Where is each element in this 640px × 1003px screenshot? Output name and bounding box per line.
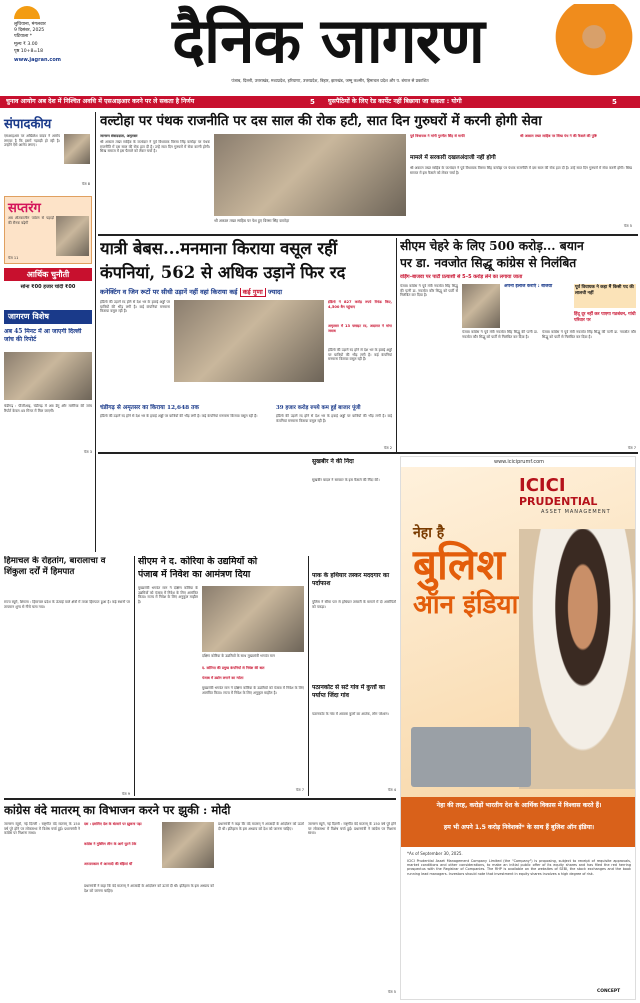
saptrang-text: अब शीतकालीन पर्यटन से पहाड़ों की रौनक बढ़ेगी — [8, 216, 54, 225]
editorial-label: संपादकीय — [4, 117, 52, 132]
modi-body: जागरण ब्यूरो, नई दिल्ली : राष्ट्रगीत वंदे मातरम् के 150 वर्ष पूरे होने पर लोकसभा में विशेष चर्चा हुई। प्रधानमंत्री ने कांग्रेस पर निशाना साधा। — [4, 822, 80, 836]
sidhu-body-3: पंजाब कांग्रेस ने पूर्व मंत्री नवजोत सिंह सिद्धू की पत्नी डा. नवजोत कौर सिद्धू को पार्टी से निलंबित कर दिया है। — [542, 330, 636, 339]
lead-photo — [214, 134, 406, 216]
lead-side-head[interactable]: मामले में सरकारी दखलअंदाजी नहीं होगी — [410, 155, 496, 161]
newspaper-title: दैनिक जागरण — [172, 4, 484, 77]
lead-bullet-2: श्री अकाल तख्त साहिब पर सिख पंथ ने की फैसले की पुष्टि — [520, 134, 597, 138]
ad-tag-big-2: ऑन इंडिया — [413, 590, 519, 620]
challenge-label: आर्थिक चुनौती — [4, 268, 92, 281]
saptrang-label: सप्तरंग — [8, 201, 41, 216]
bus-subhead-box: कई गुणा — [240, 288, 266, 297]
ad-brand-sub: ASSET MANAGEMENT — [541, 509, 611, 515]
ticker-right[interactable]: घुसपैठियों के लिए रेड कार्पेट नहीं बिछाया जा सकता : योगी — [328, 98, 462, 105]
brief-page[interactable]: पेज 4 — [387, 788, 396, 792]
vishesh-title[interactable]: अब 45 मिनट में आ जाएगी दिल्ली जांच की रिपोर्ट — [4, 328, 82, 343]
bus-subhead — [100, 288, 392, 297]
left-column — [4, 112, 92, 552]
bus-body: इंडिगो की उड़ानें रद होने से देश भर के हवाई अड्डों पर यात्रियों की भीड़ लगी है। कई कंपनियां मनमाना किराया वसूल रही हैं। — [100, 300, 170, 314]
editorial-page[interactable]: पेज 8 — [81, 182, 90, 186]
himachal-headline[interactable]: हिमाचल के रोहतांग, बारालाचा व शिंकुला दर्रों में हिमपात — [4, 556, 106, 577]
icici-ad[interactable] — [400, 456, 636, 1000]
ad-body-2: हम भी अपने 1.5 करोड़ निवेशकों* के साथ हैं बुलिश ऑन इंडिया। — [443, 824, 595, 831]
ad-model-photo — [519, 529, 635, 789]
bus-divider — [396, 238, 397, 452]
modi-page[interactable]: पेज 5 — [387, 990, 396, 994]
sidhu-headline-1[interactable]: सीएम चेहरे के लिए 500 करोड़... बयान — [400, 239, 584, 253]
korea-bullet-1: द. कोरिया की प्रमुख कंपनियों से निवेश की बात — [202, 666, 265, 670]
brief-1-text: सुखबीर बादल ने सरकार के इस फैसले की निंदा की। — [312, 478, 380, 482]
ad-brand-bottom: PRUDENTIAL — [519, 495, 598, 508]
bus-body-2: इंडिगो की उड़ानें रद होने से देश भर के हवाई अड्डों पर यात्रियों की भीड़ लगी है। कई कंपनियां मनमाना किराया वसूल रही हैं। — [328, 348, 392, 362]
vishesh-page[interactable]: पेज 3 — [83, 450, 92, 454]
korea-body-2: मुख्यमंत्री भगवंत मान ने दक्षिण कोरिया के उद्यमियों को पंजाब में निवेश के लिए आमंत्रित किया। राज्य में निवेश के लिए अनुकूल माहौल है। — [202, 686, 304, 695]
ticker-left-page: 5 — [310, 98, 315, 106]
ad-laptop — [411, 727, 531, 787]
korea-divider — [308, 556, 309, 796]
vishesh-label: जागरण विशेष — [4, 310, 92, 324]
lead-page[interactable]: पेज 5 — [623, 224, 632, 228]
left-column-divider — [95, 112, 96, 552]
edition-date: लुधियाना, मंगलवार 9 दिसंबर, 2025 पटियाला * — [14, 22, 46, 39]
bus-photo — [174, 300, 324, 382]
bus-subhead-prefix: कनेक्टिंग व जिन रूटों पर सीधी उड़ानें नहीं वहां किराया कई — [100, 288, 238, 296]
mid-rule — [98, 452, 638, 454]
korea-page[interactable]: पेज 7 — [295, 788, 304, 792]
masthead — [0, 0, 640, 98]
brief-3-title[interactable]: पठानकोट से सटे गांव में कुत्तों का पर्याप्त जिंदा गांव — [312, 684, 385, 699]
vishesh-photo — [4, 352, 92, 400]
korea-body: मुख्यमंत्री भगवंत मान ने दक्षिण कोरिया के उद्यमियों को पंजाब में निवेश के लिए आमंत्रित किया। राज्य में निवेश के लिए अनुकूल माहौल है। — [138, 586, 198, 604]
korea-bullet-2: पंजाब में उद्योग लगाने का न्योता — [202, 676, 244, 680]
himachal-divider — [134, 556, 135, 796]
bus-table-text: इंडिगो की उड़ानें रद होने से देश भर के हवाई अड्डों पर यात्रियों की भीड़ लगी है। कई कंपनियां मनमाना किराया वसूल रही हैं। — [100, 414, 258, 418]
brief-2-title[interactable]: पाक के हथियार तस्कर मददगार का पर्दाफाश — [312, 572, 390, 587]
bus-table-text-2: इंडिगो की उड़ानें रद होने से देश भर के हवाई अड्डों पर यात्रियों की भीड़ लगी है। कई कंपनियां मनमाना किराया वसूल रही हैं। — [276, 414, 392, 423]
bus-headline-2[interactable]: कंपनियां, 562 से अधिक उड़ानें फिर रद — [100, 263, 346, 282]
ad-footnote: *As of September 30, 2025. — [407, 851, 463, 856]
korea-headline-1[interactable]: सीएम ने द. कोरिया के उद्यमियों को — [138, 556, 258, 567]
modi-body-2: प्रधानमंत्री ने कहा कि वंदे मातरम् ने आजादी के आंदोलन को ऊर्जा दी थी। इतिहास के इस अध्याय को देश को जानना चाहिए। — [84, 884, 214, 893]
sidhu-headline-2[interactable]: पर डा. नवजोत सिद्धू कांग्रेस से निलंबित — [400, 256, 577, 270]
ad-url[interactable]: www.iciciprumf.com — [494, 459, 544, 465]
brief-3-text: पठानकोट के गांव में आवारा कुत्तों का आतंक, लोग परेशान। — [312, 712, 389, 716]
vishesh-text: चंडीगढ़ : पीजीआइ, चंडीगढ़ में अब डेंगू और मलेरिया की जांच रिपोर्ट केवल 45 मिनट में मिल जाएगी। — [4, 404, 92, 413]
editorial-text: एसआइआर पर अखिलेश यादव ने आरोप लगाया है कि इसमें गड़बड़ी हो रही है। उन्होंने ऐसे आरोप लगाए। — [4, 134, 60, 148]
lead-photo-caption: श्री अकाल तख्त साहिब पर पेश हुए विरसा सिंह वल्टोहा — [214, 218, 290, 223]
bottom-rule — [4, 798, 396, 800]
jagran-sun-logo — [14, 6, 40, 19]
editorial-portrait — [64, 134, 90, 164]
modi-photo — [162, 822, 214, 868]
sidhu-box-2: अपना इलाज कराएं : बाजवा — [504, 284, 553, 289]
bus-subhead-suffix: ज्यादा — [268, 288, 283, 296]
bus-table-head-2: 39 हजार करोड़ रुपये कम हुई बाजार पूंजी — [276, 405, 361, 411]
ad-tag-small: नेहा है — [413, 525, 445, 541]
korea-headline-2[interactable]: पंजाब में निवेश का आमंत्रण दिया — [138, 569, 251, 580]
lead-rule — [98, 234, 638, 236]
modi-bullet-2: कांग्रेस ने मुस्लिम लीग के आगे घुटने टेके — [84, 842, 137, 846]
saptrang-page[interactable]: पेज 11 — [8, 256, 19, 260]
page-count: पृष्ठ 10+8=18 — [14, 49, 44, 54]
modi-bullet-1: दस : इसलिए देश के बंटवारे पर झुकना पड़ा — [84, 822, 142, 826]
brief-1-title[interactable]: सुखबीर ने की निंदा — [312, 458, 354, 465]
ad-tag-big-1: बुलिश — [413, 540, 505, 589]
modi-bullet-3: आपातकाल में आजादी की बेड़ियां थीं — [84, 862, 133, 866]
korea-photo-caption: दक्षिण कोरिया के उद्यमियों के साथ मुख्यमंत्री भगवंत मान — [202, 654, 275, 658]
bus-headline-1[interactable]: यात्री बेबस...मनमाना किराया वसूल रहीं — [100, 239, 338, 258]
himachal-body: राज्य ब्यूरो, शिमला : हिमाचल प्रदेश के ऊंचाई वाले क्षेत्रों में ताजा हिमपात हुआ है। कई स्थानों पर तापमान शून्य से नीचे चला गया। — [4, 600, 130, 609]
modi-body-4: जागरण ब्यूरो, नई दिल्ली : राष्ट्रगीत वंदे मातरम् के 150 वर्ष पूरे होने पर लोकसभा में विशेष चर्चा हुई। प्रधानमंत्री ने कांग्रेस पर निशाना साधा। — [308, 822, 396, 836]
ad-body-1: नेहा की तरह, करोड़ों भारतीय देश के आर्थिक विकास में विश्वास करते हैं। — [436, 802, 602, 809]
ticker-left[interactable]: चुनाव आयोग अब देश में निश्चित अवधि में एसआइआर करने पर ले सकता है निर्णय — [6, 98, 195, 105]
lead-headline[interactable]: वल्टोहा पर पंथक राजनीति पर दस साल की रोक हटी, सात दिन गुरुघरों में करनी होगी सेवा — [100, 113, 542, 129]
korea-photo — [202, 586, 304, 652]
editions-line: पंजाब, दिल्ली, उत्तराखंड, मध्यप्रदेश, हरियाणा, उत्तरप्रदेश, बिहार, झारखंड, जम्मू कश्मीर, हिमाचल प्रदेश और प. बंगाल से प्रकाशित — [231, 78, 429, 83]
brief-2-text: पुलिस ने सीमा पार से हथियार तस्करी के मामले में दो आरोपितों को पकड़ा। — [312, 600, 396, 609]
lead-body: श्री अकाल तख्त साहिब के जत्थेदार ने पूर्व विधायक विरसा सिंह वल्टोहा पर पंथक राजनीति में दस साल की रोक हटा दी है। उन्हें सात दिन गुरुघरों में सेवा करनी होगी। सिख समाज में इस फैसले को लेकर चर्चा है। — [100, 140, 210, 154]
sidhu-box-1: पूर्व विधायक ने कहा मैं किसी पद की लालची नहीं — [574, 284, 636, 308]
lead-dateline: जागरण संवाददाता, अमृतसर — [100, 134, 138, 138]
bus-page[interactable]: पेज 2 — [383, 446, 392, 450]
lead-bullet-1: पूर्व विधायक ने मांगी गुरमीत सिंह से माफी — [410, 134, 465, 138]
modi-body-3: प्रधानमंत्री ने कहा कि वंदे मातरम् ने आजादी के आंदोलन को ऊर्जा दी थी। इतिहास के इस अध्याय को देश को जानना चाहिए। — [218, 822, 304, 831]
ad-brand-top: ICICI — [519, 475, 566, 496]
sidhu-body: पंजाब कांग्रेस ने पूर्व मंत्री नवजोत सिंह सिद्धू की पत्नी डा. नवजोत कौर सिद्धू को पार्टी से निलंबित कर दिया है। — [400, 284, 458, 298]
ad-concept: CONCEPT — [597, 989, 621, 994]
himachal-page[interactable]: पेज 9 — [121, 792, 130, 796]
lead-side-text: श्री अकाल तख्त साहिब के जत्थेदार ने पूर्व विधायक विरसा सिंह वल्टोहा पर पंथक राजनीति में दस साल की रोक हटा दी है। उन्हें सात दिन गुरुघरों में सेवा करनी होगी। सिख समाज में इस फैसले को लेकर चर्चा है। — [410, 166, 632, 175]
bus-bullet-2: अमृतसर में 13 फ्लाइट रद, अदालत ने मांगा जवाब — [328, 324, 392, 333]
price: मूल्य ₹ 3.00 — [14, 42, 38, 47]
saptrang-photo — [56, 216, 89, 256]
bus-bullet-1: इंडिगो ने 827 करोड़ रुपये रिफंड किए, 4,500 बैग पहुंचाए — [328, 300, 392, 309]
bus-table-head: चंडीगढ़ से अमृतसर का किराया 12,648 तक — [100, 405, 199, 411]
sidhu-page[interactable]: पेज 7 — [627, 446, 636, 450]
sidhu-photo — [462, 284, 500, 328]
ad-disclaimer: ICICI Prudential Asset Management Company Limited (the "Company") is proposing, subject to receipt of requisite approvals, market conditions and other considerations, to make an initial public offer of its equity shares and has filed the red herring prospectus with the Registrar of Companies. The RHP is available on the websites of SEBI, the stock exchanges and the book running lead managers. Investors should note that investment in equity shares involves a high degree of risk. — [407, 859, 631, 876]
website[interactable]: www.jagran.com — [14, 57, 62, 63]
sidhu-subhead: वड़िंग–बाजवा पर पार्टी प्रत्याशी से 5–5 करोड़ लेने का लगाया जाता — [400, 274, 523, 280]
masthead-portrait — [554, 4, 634, 86]
modi-headline[interactable]: कांग्रेस वंदे मातरम् का विभाजन करने पर झुकी : मोदी — [4, 803, 231, 817]
sidhu-body-2: पंजाब कांग्रेस ने पूर्व मंत्री नवजोत सिंह सिद्धू की पत्नी डा. नवजोत कौर सिद्धू को पार्टी से निलंबित कर दिया है। — [462, 330, 538, 339]
challenge-text: सोना ₹00 हजार चांदी ₹00 — [20, 284, 76, 290]
ticker-right-page: 5 — [612, 98, 617, 106]
sidhu-box-3: हिंदू दूर नहीं कर पाएगा गठबंधन, गांधी परिवार पर — [574, 312, 636, 323]
